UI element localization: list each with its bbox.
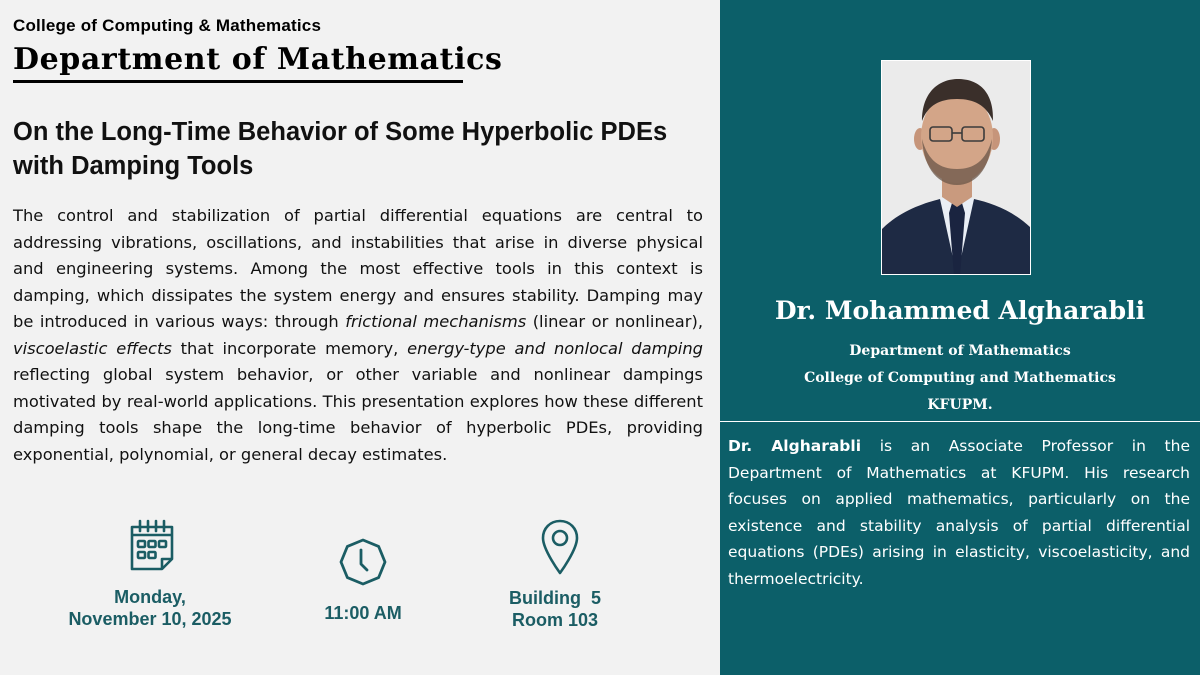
event-date-full: November 10, 2025 [68,608,232,629]
speaker-department: Department of Mathematics [849,343,1071,359]
talk-abstract [13,203,703,468]
speaker-photo [881,60,1031,275]
speaker-college: College of Computing and Mathematics [804,370,1116,386]
speaker-divider [720,421,1200,422]
abstract-text: reflecting global system behavior, or other variable and nonlinear dampings motivated by real-world applications. This presentation explores how these different damping tools shape the long-time behavior of hyperbolic PDEs, providing exponential, polynomial, or general decay estimates. [13,365,703,464]
college-name: College of Computing & Mathematics [13,16,322,35]
speaker-portrait-image [882,61,1031,275]
event-time: 11:00 AM [324,603,402,623]
clock-icon [339,538,387,586]
abstract-text: that incorporate memory, [171,338,408,358]
calendar-icon [128,519,176,571]
speaker-institution: KFUPM. [927,397,993,413]
speaker-bio-lead: Dr. Algharabli [728,437,862,455]
event-room: Room 103 [511,609,599,630]
speaker-bio-text: is an Associate Professor in the Department of Mathematics at KFUPM. His research focuses on applied mathematics, particularly on the existence and stability analysis of partial differential equations (PDEs) arising in elasticity, viscoelasticity, and thermoelectricity. [728,437,1190,588]
department-title: Department of Mathematics [13,42,503,77]
speaker-name: Dr. Mohammed Algharabli [774,296,1146,325]
talk-title: On the Long-Time Behavior of Some Hyperbolic PDEs with Damping Tools [13,118,668,180]
event-date [40,587,260,630]
abstract-text: The control and stabilization of partial differential equations are central to addressing vibrations, oscillations, and instabilities that arise in diverse physical and engineering systems. Among the most effective tools in this context is damping, which dissipates the system energy and ensures stability. Damping may be introduced in various ways: through [13,206,703,331]
abstract-emphasis: viscoelastic effects [13,338,172,358]
event-location [470,588,640,631]
event-building: Building 5 [509,588,601,608]
speaker-bio [728,433,1190,592]
abstract-emphasis: frictional mechanisms [345,312,527,331]
location-pin-icon [540,518,580,576]
event-date-day: Monday, [114,587,186,607]
abstract-emphasis: energy-type and nonlocal damping [407,338,703,358]
department-underline [13,80,463,83]
abstract-text: (linear or nonlinear), [526,312,703,331]
